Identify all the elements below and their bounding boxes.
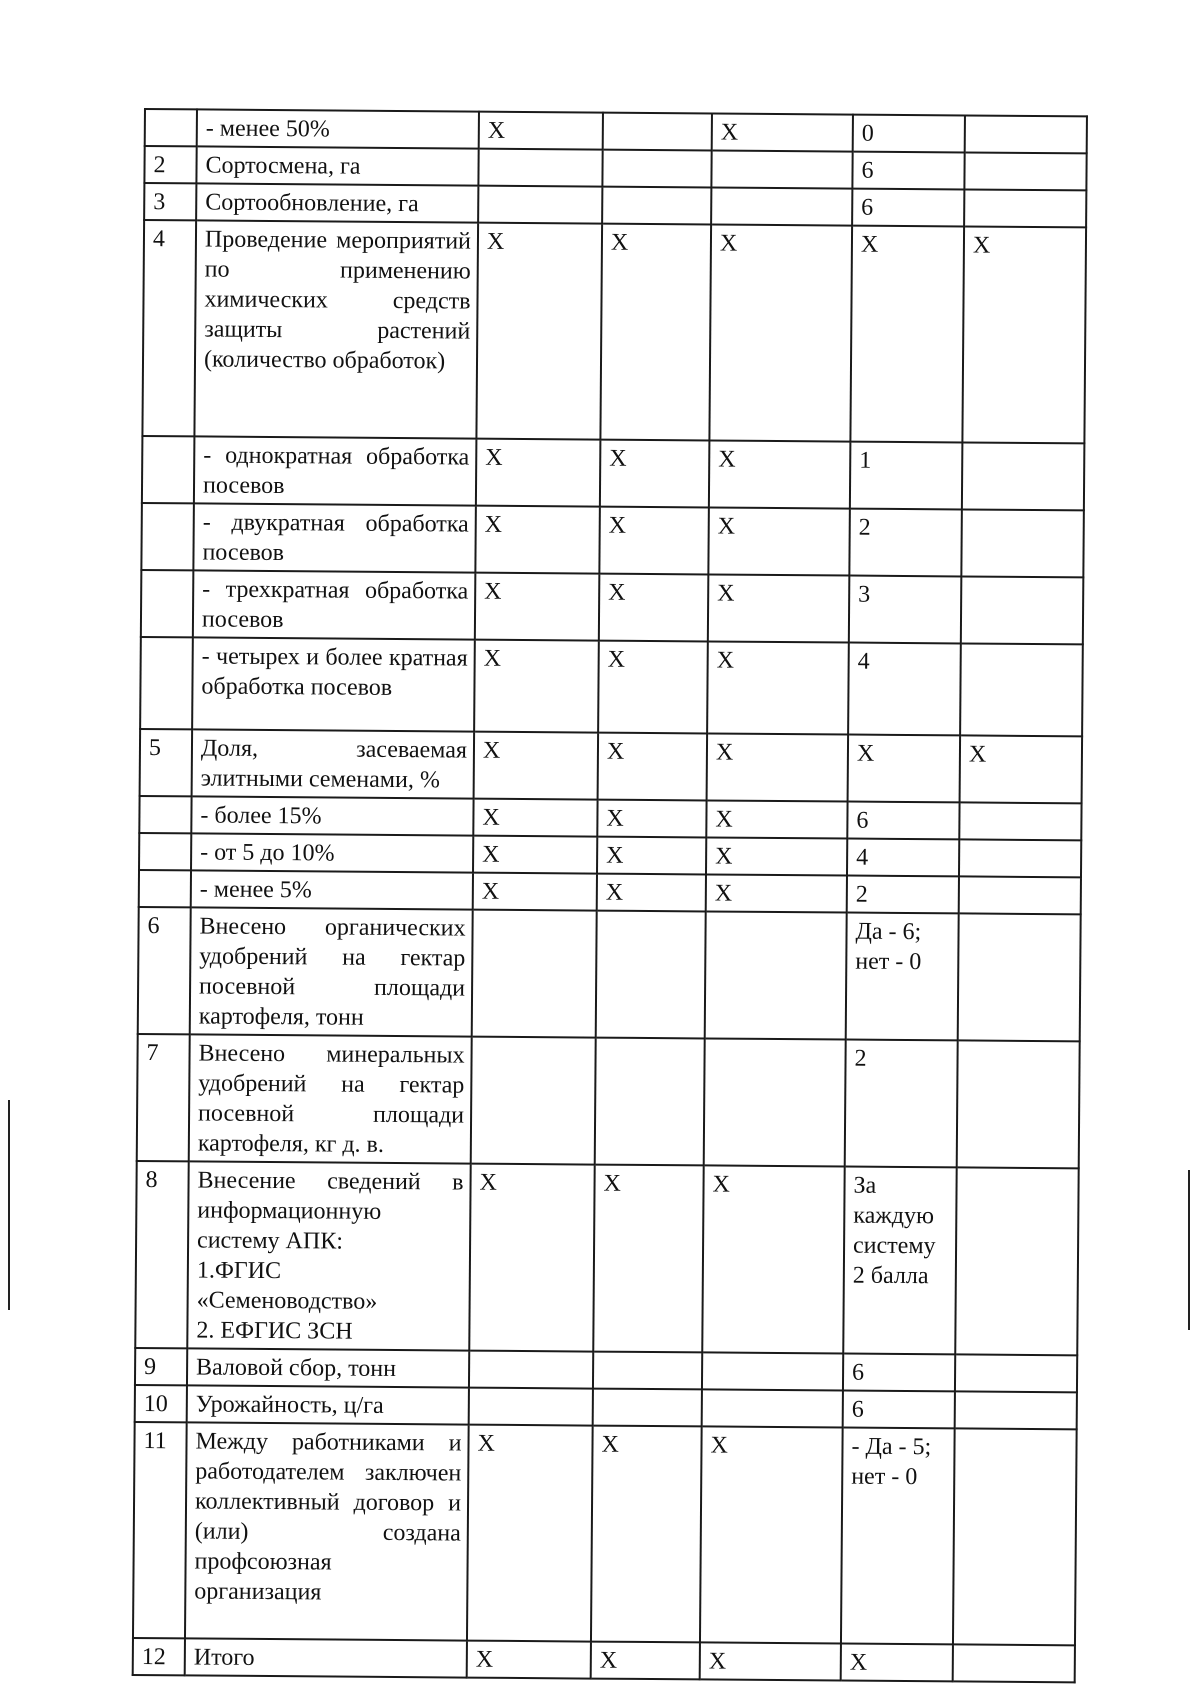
criterion-text: Сортообновление, га: [196, 183, 478, 222]
score-cell: 4: [847, 839, 959, 877]
cell-col-5: [965, 115, 1087, 153]
cell-col-3: Х: [709, 224, 852, 441]
cell-col-5: Х: [960, 735, 1083, 803]
score-cell: 2: [849, 509, 962, 577]
row-number: 8: [135, 1161, 188, 1348]
score-cell: 0: [853, 115, 965, 153]
row-number: [141, 503, 194, 570]
row-number: 7: [137, 1034, 190, 1161]
criterion-text: Внесено органических удобрений на гектар посевной площади картофеля, тонн: [190, 907, 473, 1036]
row-number: 5: [140, 729, 193, 796]
criterion-text: - двукратная обработка посевов: [193, 503, 476, 572]
row-number: 3: [144, 183, 196, 220]
cell-col-5: [964, 152, 1086, 190]
cell-col-1: [469, 1351, 593, 1389]
cell-col-1: Х: [475, 573, 600, 641]
cell-col-2: [596, 911, 706, 1039]
criterion-text: - трехкратная обработка посевов: [193, 570, 476, 639]
cell-col-5: [957, 1040, 1080, 1168]
scan-edge-mark-right: [1188, 1170, 1190, 1330]
cell-col-1: Х: [469, 1164, 594, 1352]
cell-col-5: [955, 1167, 1078, 1355]
criterion-text: Внесение сведений в информационную систему АПК: 1.ФГИС «Семеноводство» 2. ЕФГИС ЗСН: [187, 1161, 470, 1350]
score-cell: 6: [852, 152, 964, 190]
table-row: [141, 503, 1083, 577]
score-cell: 6: [843, 1354, 955, 1392]
cell-col-5: [959, 802, 1081, 840]
row-number: 10: [135, 1385, 187, 1422]
criterion-text: Итого: [185, 1638, 467, 1677]
cell-col-2: Х: [599, 574, 709, 642]
cell-col-2: [602, 150, 711, 188]
cell-col-2: Х: [597, 800, 706, 838]
cell-col-5: [953, 1428, 1077, 1645]
score-cell: 2: [845, 1040, 958, 1168]
row-number: 9: [135, 1348, 187, 1385]
cell-col-2: Х: [598, 733, 708, 801]
score-cell: 6: [852, 189, 964, 227]
criterion-text: - более 15%: [191, 796, 473, 835]
row-number: [140, 637, 193, 729]
cell-col-5: [960, 643, 1083, 736]
row-number: [139, 796, 191, 833]
scan-edge-mark-left: [8, 1100, 10, 1310]
cell-col-3: Х: [706, 837, 847, 875]
score-cell: Да - 6; нет - 0: [846, 913, 959, 1041]
cell-col-1: Х: [476, 223, 602, 440]
cell-col-1: Х: [476, 439, 601, 507]
criterion-text: Сортосмена, га: [196, 146, 478, 185]
cell-col-1: [469, 1388, 593, 1426]
cell-col-2: [603, 113, 712, 151]
criteria-table-body: [133, 109, 1087, 1682]
cell-col-3: Х: [707, 733, 849, 801]
criterion-text: Доля, засеваемая элитными семенами, %: [192, 729, 475, 798]
score-cell: Х: [848, 735, 961, 803]
cell-col-5: [962, 442, 1085, 510]
cell-col-2: [602, 187, 711, 225]
table-row: [140, 637, 1083, 736]
cell-col-2: Х: [599, 507, 709, 575]
score-cell: За каждую систему 2 балла: [843, 1167, 956, 1355]
score-cell: 1: [850, 442, 963, 510]
cell-col-1: [478, 149, 602, 187]
cell-col-3: Х: [709, 440, 851, 508]
cell-col-1: Х: [473, 873, 597, 911]
cell-col-1: Х: [475, 506, 600, 574]
row-number: [139, 833, 191, 870]
criterion-text: - от 5 до 10%: [191, 833, 473, 872]
criterion-text: Урожайность, ц/га: [187, 1385, 469, 1424]
cell-col-3: Х: [707, 641, 849, 734]
criterion-text: - однократная обработка посевов: [194, 436, 477, 505]
table-row: [135, 1161, 1078, 1355]
score-cell: - Да - 5; нет - 0: [841, 1428, 955, 1645]
cell-col-3: [702, 1352, 843, 1390]
score-cell: 3: [849, 576, 962, 644]
cell-col-5: [955, 1354, 1077, 1392]
cell-col-2: Х: [600, 224, 711, 441]
cell-col-2: [595, 1038, 705, 1166]
cell-col-1: [472, 910, 597, 1038]
table-row: [140, 729, 1082, 803]
cell-col-1: Х: [473, 836, 597, 874]
table-row: [142, 436, 1084, 510]
criterion-text: Проведение мероприятий по применению химических средств защиты растений (количество обработок): [194, 220, 478, 438]
table-row: [133, 1638, 1075, 1682]
cell-col-1: Х: [467, 1641, 591, 1679]
cell-col-1: Х: [474, 732, 599, 800]
score-cell: 2: [847, 876, 959, 914]
criterion-text: - четырех и более кратная обработка посевов: [192, 637, 475, 731]
cell-col-2: Х: [598, 641, 708, 734]
cell-col-2: Х: [597, 837, 706, 875]
cell-col-3: Х: [700, 1642, 841, 1680]
cell-col-5: [955, 1391, 1077, 1429]
cell-col-1: [471, 1037, 596, 1165]
cell-col-3: Х: [700, 1426, 843, 1643]
cell-col-3: [705, 911, 847, 1039]
criterion-text: Внесено минеральных удобрений на гектар посевной площади картофеля, кг д. в.: [189, 1034, 472, 1163]
cell-col-3: [702, 1389, 843, 1427]
cell-col-5: [961, 576, 1084, 644]
cell-col-5: [961, 509, 1084, 577]
cell-col-3: Х: [702, 1165, 844, 1353]
row-number: [139, 870, 191, 907]
table-row: [133, 1422, 1077, 1645]
row-number: 4: [142, 220, 196, 436]
cell-col-1: Х: [467, 1425, 593, 1642]
cell-col-5: [959, 839, 1081, 877]
table-row: [137, 1034, 1080, 1168]
cell-col-5: Х: [962, 226, 1086, 443]
table-row: [138, 907, 1081, 1041]
row-number: [145, 109, 197, 146]
cell-col-1: [478, 186, 602, 224]
criteria-table: [132, 108, 1088, 1683]
row-number: [141, 570, 194, 637]
cell-col-2: [593, 1352, 702, 1390]
table-row: [142, 220, 1086, 443]
cell-col-2: Х: [597, 874, 706, 912]
criterion-text: - менее 5%: [191, 870, 473, 909]
cell-col-1: Х: [474, 640, 599, 733]
cell-col-1: Х: [473, 799, 597, 837]
criterion-text: Валовой сбор, тонн: [187, 1348, 469, 1387]
cell-col-3: Х: [708, 507, 850, 575]
row-number: [142, 436, 195, 503]
score-cell: Х: [841, 1644, 953, 1682]
cell-col-2: [593, 1389, 702, 1427]
cell-col-2: Х: [600, 440, 710, 508]
row-number: 12: [133, 1638, 185, 1675]
cell-col-5: [953, 1644, 1075, 1682]
cell-col-5: [958, 913, 1081, 1041]
criterion-text: - менее 50%: [197, 109, 479, 148]
row-number: 11: [133, 1422, 187, 1638]
cell-col-1: Х: [479, 112, 603, 150]
cell-col-5: [964, 189, 1086, 227]
cell-col-3: [711, 187, 852, 225]
row-number: 6: [138, 907, 191, 1034]
criterion-text: Между работниками и работодателем заключен коллективный договор и (или) создана профсоюзная организация: [185, 1422, 469, 1640]
cell-col-2: Х: [593, 1165, 703, 1353]
row-number: 2: [144, 146, 196, 183]
cell-col-3: [711, 150, 852, 188]
cell-col-3: Х: [712, 113, 853, 151]
score-cell: Х: [850, 226, 964, 443]
table-row: [141, 570, 1083, 644]
cell-col-3: Х: [706, 800, 847, 838]
cell-col-3: Х: [706, 874, 847, 912]
cell-col-3: [704, 1038, 846, 1166]
score-cell: 6: [847, 802, 959, 840]
score-cell: 6: [843, 1391, 955, 1429]
cell-col-3: Х: [708, 574, 850, 642]
cell-col-2: Х: [591, 1426, 702, 1643]
cell-col-2: Х: [591, 1642, 700, 1680]
cell-col-5: [959, 876, 1081, 914]
score-cell: 4: [848, 643, 961, 736]
